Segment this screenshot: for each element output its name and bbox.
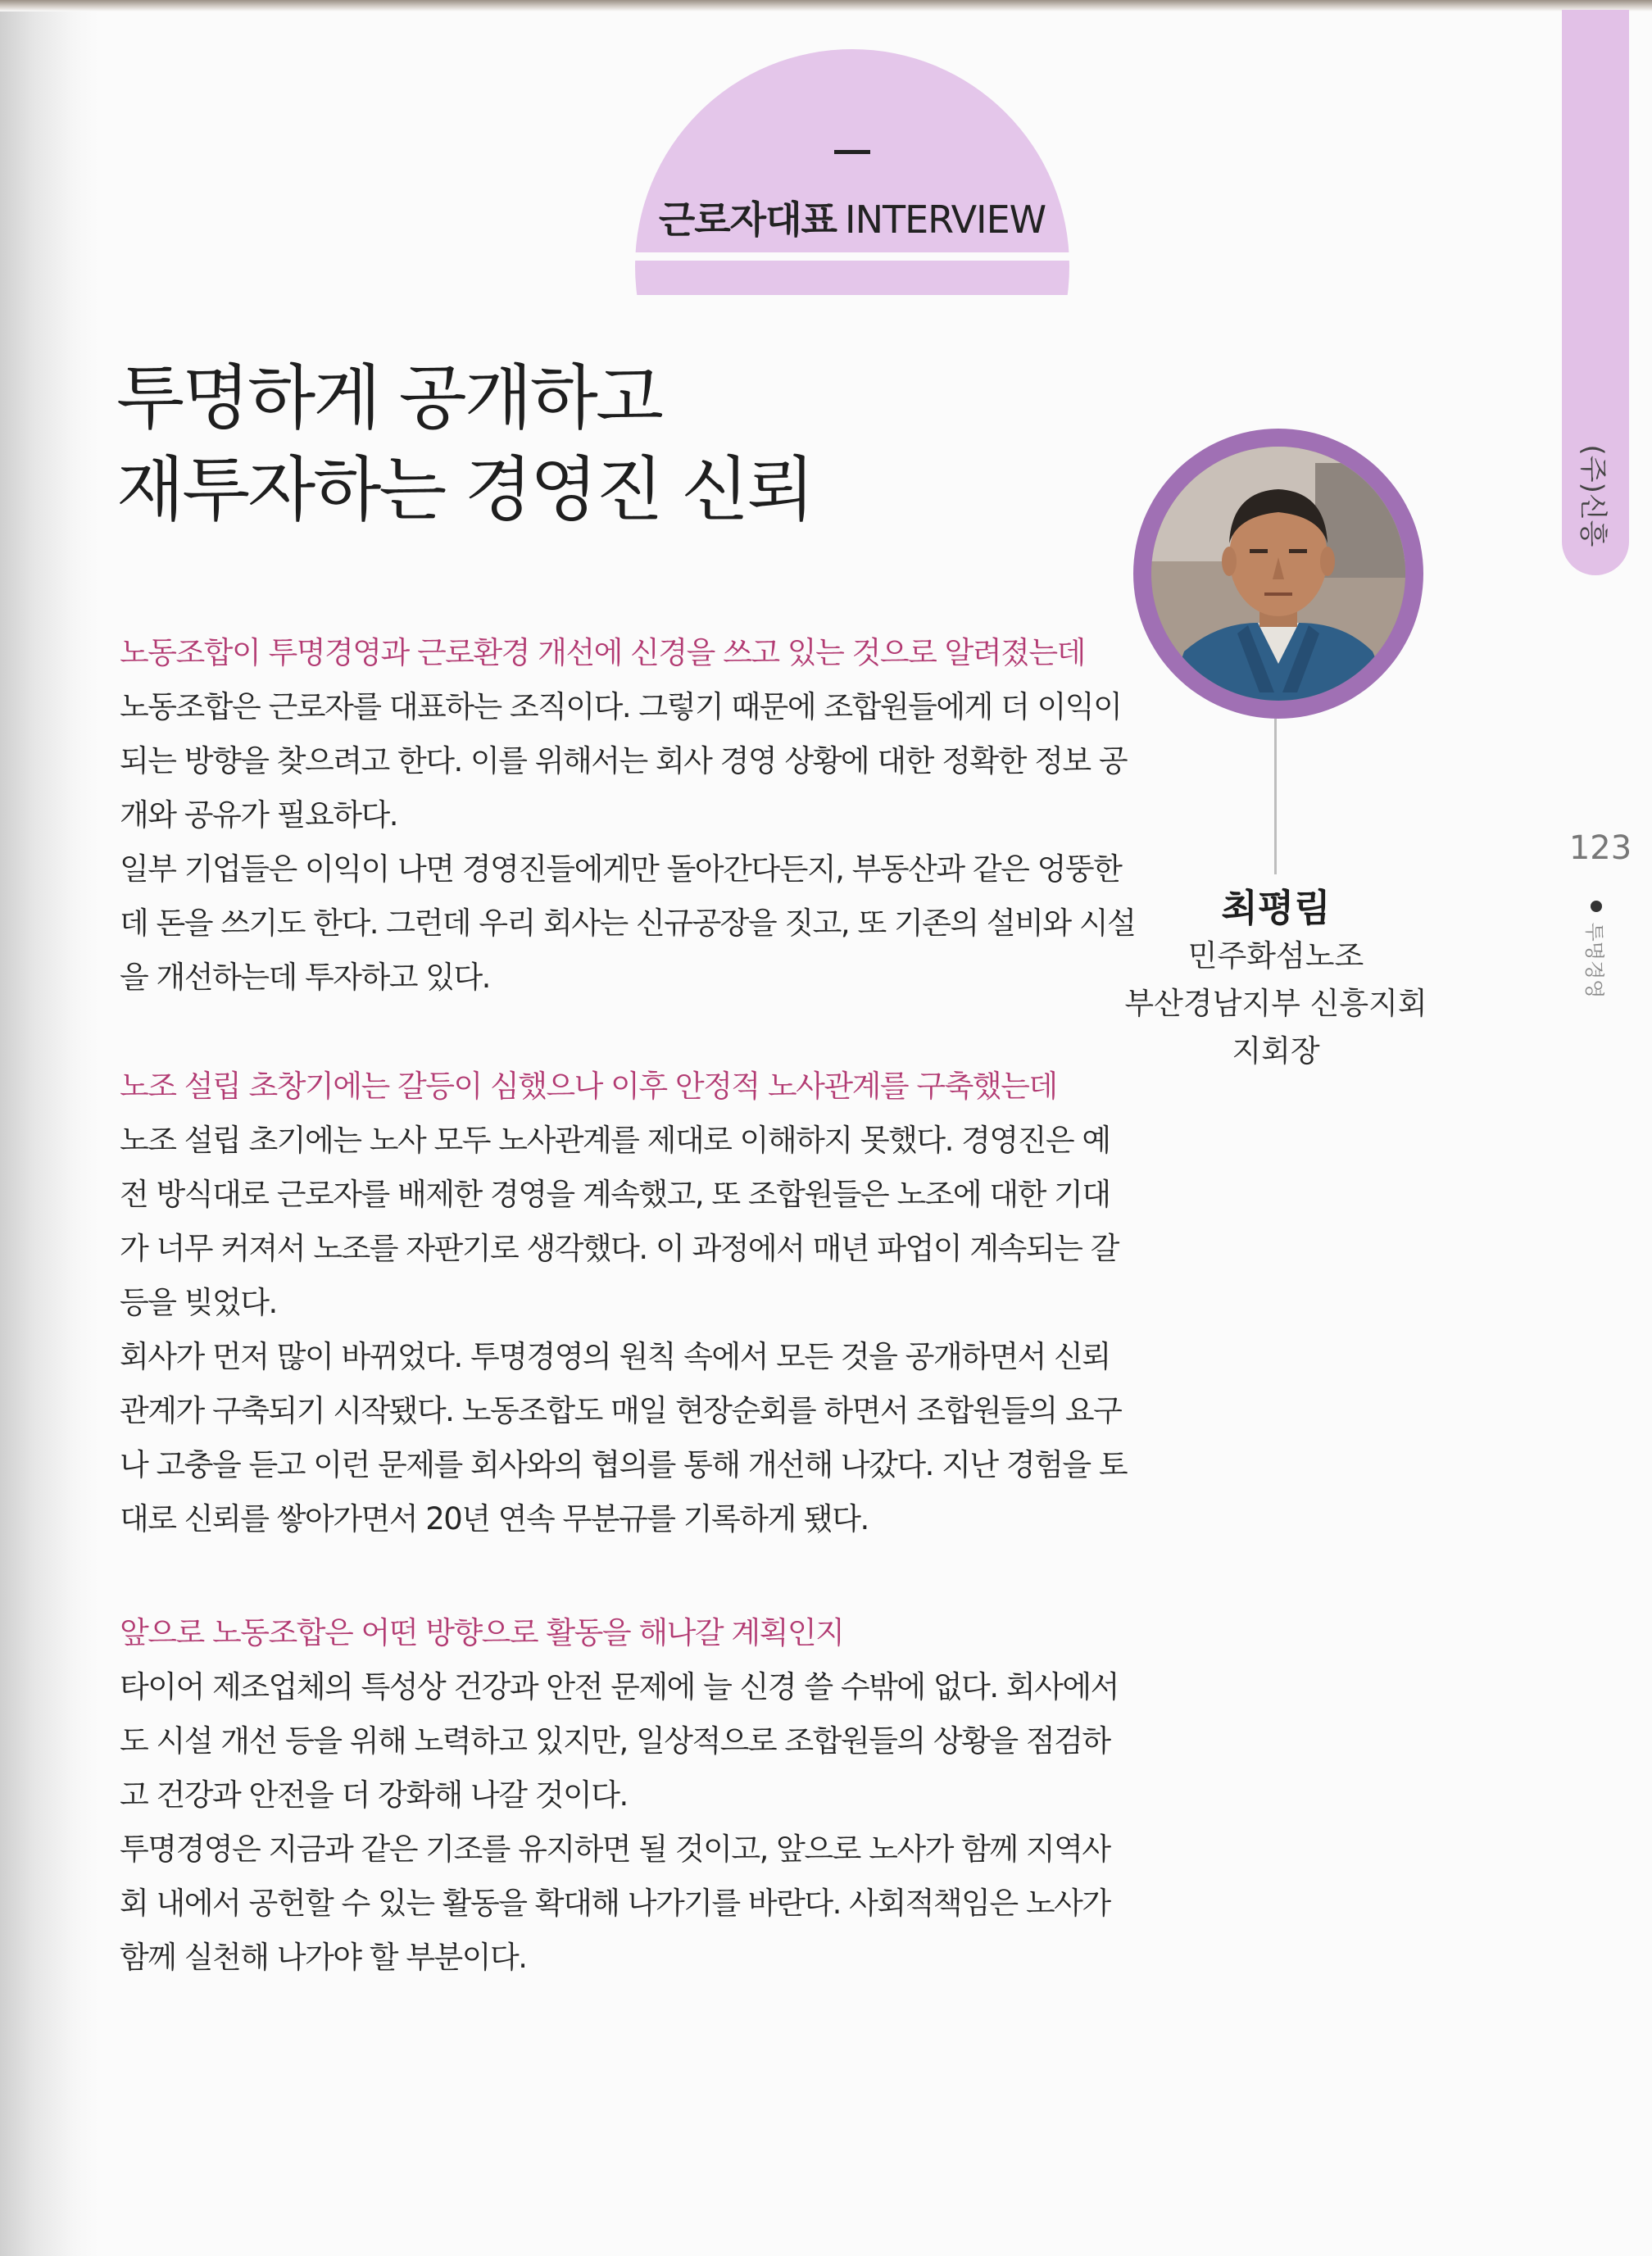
answer-1-line: 개와 공유가 필요하다. <box>120 797 397 833</box>
question-3: 앞으로 노동조합은 어떤 방향으로 활동을 해나갈 계획인지 <box>120 1615 844 1650</box>
interviewee-role-line-2: 부산경남지부 신흥지회 <box>1124 986 1427 1021</box>
interviewee-role-line-1: 민주화섬노조 <box>1187 938 1364 974</box>
answer-2-line: 회사가 먼저 많이 바뀌었다. 투명경영의 원칙 속에서 모든 것을 공개하면서 신뢰 <box>120 1339 1110 1374</box>
interviewee-profile <box>1111 883 1441 1075</box>
company-side-tab-text: (주)신흥 <box>1576 444 1609 547</box>
answer-1-line: 일부 기업들은 이익이 나면 경영진들에게만 돌아간다든지, 부동산과 같은 엉뚱한 <box>120 851 1122 887</box>
qa-block-3 <box>120 1606 1119 1985</box>
answer-3-line: 회 내에서 공헌할 수 있는 활동을 확대해 나가기를 바란다. 사회적책임은 노사가 <box>120 1886 1110 1921</box>
question-1: 노동조합이 투명경영과 근로환경 개선에 신경을 쓰고 있는 것으로 알려졌는데 <box>120 635 1085 670</box>
answer-2-line: 노조 설립 초기에는 노사 모두 노사관계를 제대로 이해하지 못했다. 경영진은 예 <box>120 1123 1110 1158</box>
answer-2-line: 나 고충을 듣고 이런 문제를 회사와의 협의를 통해 개선해 나갔다. 지난 경험을 토 <box>120 1447 1128 1482</box>
header-dash <box>834 150 870 154</box>
answer-2-line: 대로 신뢰를 쌓아가면서 20년 연속 무분규를 기록하게 됐다. <box>120 1501 869 1537</box>
article-title <box>116 352 977 536</box>
header-label-english: INTERVIEW <box>845 197 1046 242</box>
header-label-korean: 근로자대표 <box>658 197 837 242</box>
answer-1-line: 되는 방향을 찾으려고 한다. 이를 위해서는 회사 경영 상황에 대한 정확한 정보 공 <box>120 743 1128 778</box>
answer-3-line: 도 시설 개선 등을 위해 노력하고 있지만, 일상적으로 조합원들의 상황을 점검하 <box>120 1723 1110 1759</box>
answer-3-line: 타이어 제조업체의 특성상 건강과 안전 문제에 늘 신경 쓸 수밖에 없다. 회사에서 <box>120 1669 1119 1704</box>
interviewee-role-line-3: 지회장 <box>1232 1033 1320 1069</box>
answer-3-line: 고 건강과 안전을 더 강화해 나갈 것이다. <box>120 1777 628 1813</box>
interviewee-name: 최평림 <box>1221 886 1331 930</box>
answer-2-line: 등을 빚었다. <box>120 1285 277 1320</box>
answer-1-line: 데 돈을 쓰기도 한다. 그런데 우리 회사는 신규공장을 짓고, 또 기존의 설비와 시설 <box>120 906 1136 941</box>
header-label <box>635 190 1069 244</box>
answer-1-line: 을 개선하는데 투자하고 있다. <box>120 960 490 995</box>
answer-3-line: 함께 실천해 나가야 할 부분이다. <box>120 1940 527 1975</box>
qa-block-1 <box>120 626 1136 1005</box>
interviewee-portrait <box>1151 447 1405 701</box>
page-top-edge <box>0 0 1652 11</box>
answer-1-line: 노동조합은 근로자를 대표하는 조직이다. 그렇기 때문에 조합원들에게 더 이익이 <box>120 689 1122 724</box>
section-bullet-icon <box>1591 901 1602 912</box>
answer-2-line: 관계가 구축되기 시작됐다. 노동조합도 매일 현장순회를 하면서 조합원들의 요구 <box>120 1393 1122 1428</box>
page-number: 123 <box>1568 829 1632 867</box>
answer-2-line: 가 너무 커져서 노조를 자판기로 생각했다. 이 과정에서 매년 파업이 계속되는 갈 <box>120 1231 1119 1266</box>
header-semicircle-cut <box>623 252 1082 261</box>
question-2: 노조 설립 초창기에는 갈등이 심했으나 이후 안정적 노사관계를 구축했는데 <box>120 1069 1057 1104</box>
answer-2-line: 전 방식대로 근로자를 배제한 경영을 계속했고, 또 조합원들은 노조에 대한 기대 <box>120 1177 1110 1212</box>
profile-connector-line <box>1274 719 1277 874</box>
portrait-illustration <box>1151 447 1405 701</box>
page-gutter-shadow <box>0 0 98 2256</box>
section-label: 투명경영 <box>1582 922 1606 999</box>
article-title-line-1: 투명하게 공개하고 <box>116 357 661 439</box>
answer-3-line: 투명경영은 지금과 같은 기조를 유지하면 될 것이고, 앞으로 노사가 함께 지역사 <box>120 1832 1110 1867</box>
qa-block-2 <box>120 1060 1128 1546</box>
article-title-line-2: 재투자하는 경영진 신뢰 <box>116 449 813 531</box>
